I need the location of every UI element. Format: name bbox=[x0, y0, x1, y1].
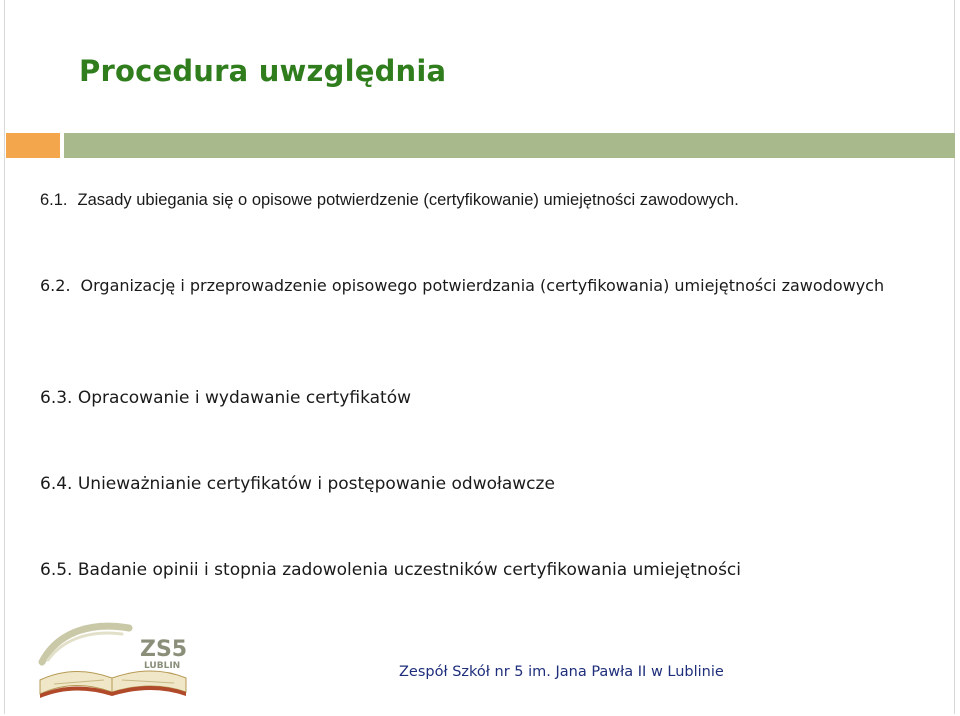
list-item bbox=[40, 474, 555, 494]
item-text: Opracowanie i wydawanie certyfikatów bbox=[77, 388, 412, 408]
list-item bbox=[40, 560, 741, 580]
item-text: Organizację i przeprowadzenie opisowego potwierdzania (certyfikowania) umiejętności zawodowych bbox=[80, 276, 885, 295]
item-number: 6.3. bbox=[40, 388, 73, 408]
logo-text-zs5: ZS5 bbox=[140, 637, 188, 662]
slide-frame bbox=[4, 0, 955, 714]
open-book-icon bbox=[34, 620, 194, 700]
list-item bbox=[40, 186, 840, 215]
list-item bbox=[40, 388, 411, 408]
logo-text-lublin: LUBLIN bbox=[144, 661, 181, 671]
item-number: 6.2. bbox=[40, 276, 71, 295]
item-number: 6.1. bbox=[40, 191, 68, 209]
slide-title: Procedura uwzględnia bbox=[79, 54, 447, 88]
item-text: Unieważnianie certyfikatów i postępowanie odwoławcze bbox=[77, 474, 555, 494]
item-text: Badanie opinii i stopnia zadowolenia uczestników certyfikowania umiejętności bbox=[77, 560, 741, 580]
footer-text: Zespół Szkół nr 5 im. Jana Pawła II w Lublinie bbox=[399, 664, 724, 680]
school-logo bbox=[34, 620, 194, 700]
item-number: 6.4. bbox=[40, 474, 73, 494]
accent-bar-orange bbox=[6, 133, 60, 158]
list-item bbox=[40, 271, 940, 300]
item-text: Zasady ubiegania się o opisowe potwierdzenie (certyfikowanie) umiejętności zawodowych. bbox=[77, 191, 739, 209]
item-number: 6.5. bbox=[40, 560, 73, 580]
accent-bar-green bbox=[64, 133, 955, 158]
